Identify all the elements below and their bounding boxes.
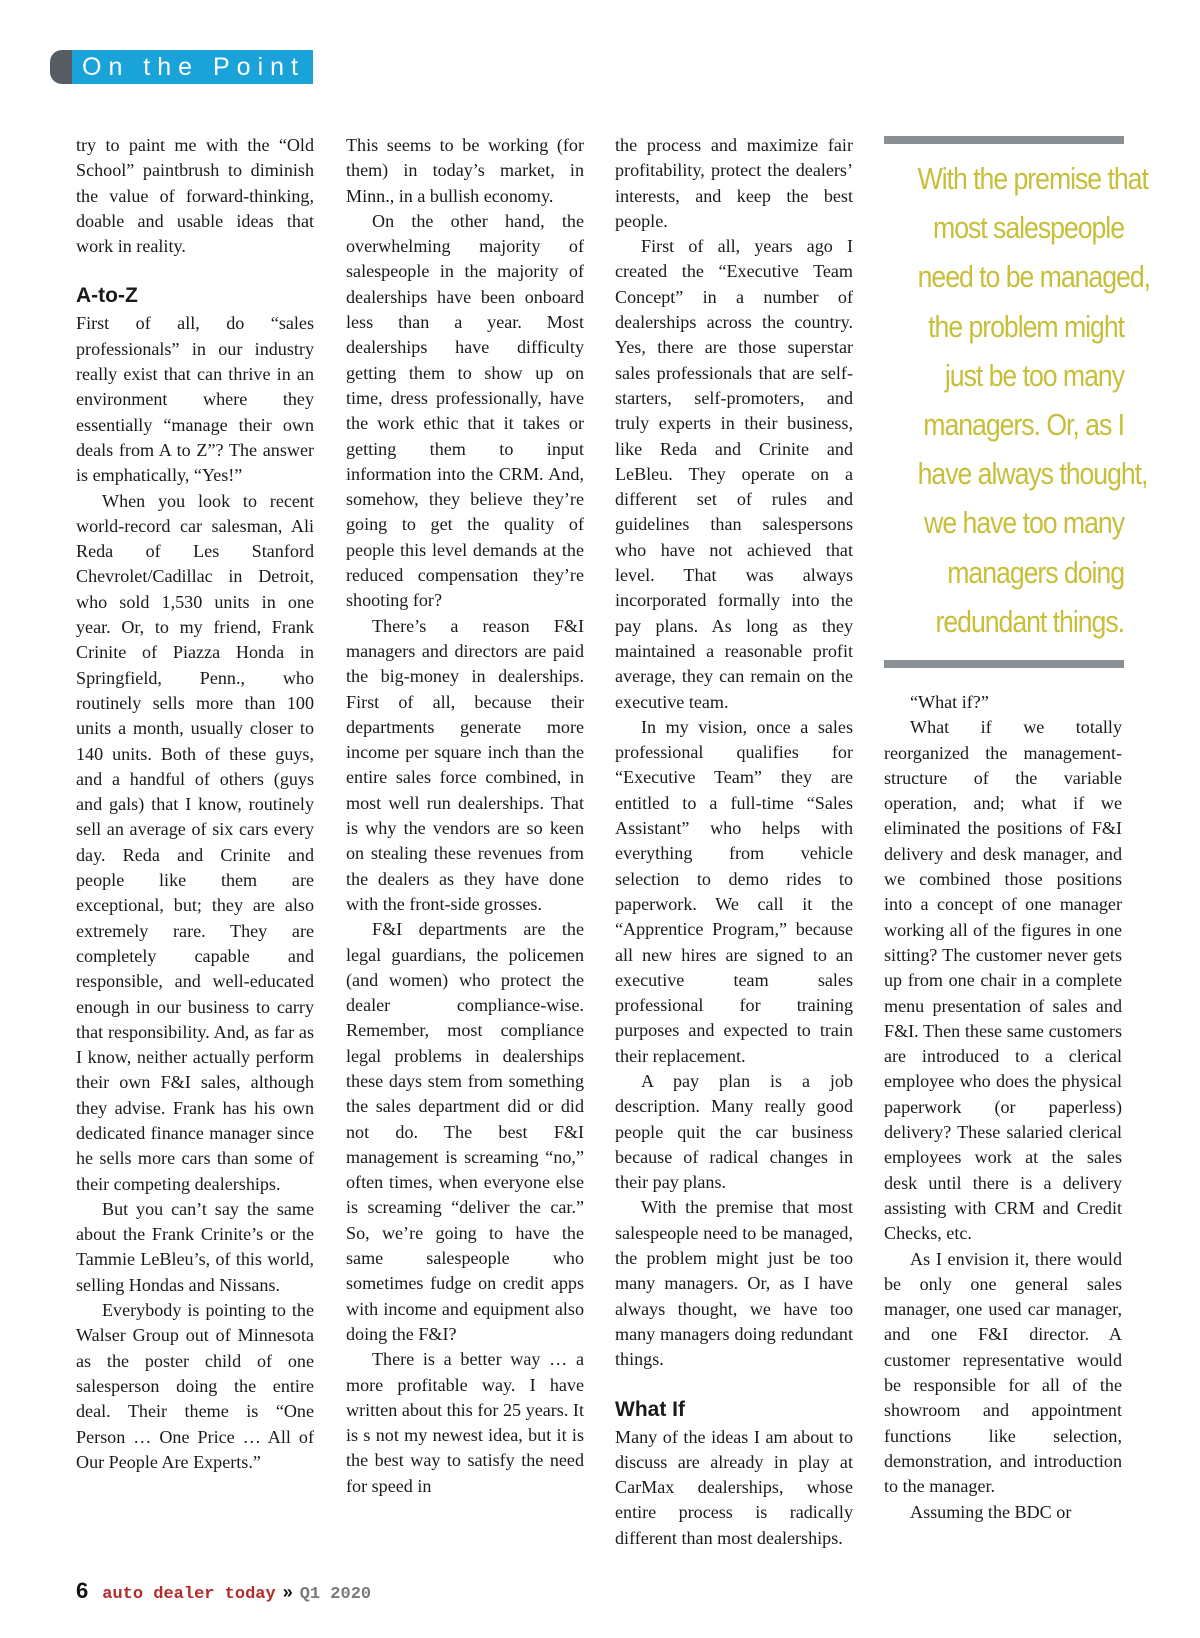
- page-footer: [76, 1578, 371, 1604]
- article-paragraph: What if we totally reorganized the management-structure of the variable operation, and; what if we eliminated the positions of F&I delivery and desk manager, and we combined those positions into a concept of one manager working all of the figures in one sitting? The customer never gets up from one chair in a complete menu presentation of sales and F&I. Then these same customers are introduced to a clerical employee who does the physical paperwork (or paperless) delivery? These salaried clerical employees work at the sales desk until there is a delivery assisting with CRM and Credit Checks, etc.: [884, 717, 1122, 1244]
- article-column-1: [76, 133, 314, 1475]
- article-paragraph: This seems to be working (for them) in today’s market, in Minn., in a bullish economy.: [346, 135, 584, 206]
- article-paragraph: F&I departments are the legal guardians, the policemen (and women) who protect the dealer compliance-wise. Remember, most compliance legal problems in dealerships these days stem from something the sales department did or did not do. The best F&I management is screaming “no,” often times, when everyone else is screaming “deliver the car.” So, we’re going to have the same salespeople who sometimes fudge on credit apps with income and equipment also doing the F&I?: [346, 919, 584, 1344]
- article-paragraph: As I envision it, there would be only one general sales manager, one used car manager, and one F&I director. A customer representative would be responsible for all of the showroom and appointment functions like selection, demonstration, and introduction to the manager.: [884, 1248, 1122, 1497]
- subheading-a-to-z: A-to-Z: [76, 284, 138, 308]
- article-paragraph: First of all, years ago I created the “Executive Team Concept” in a number of dealerships across the country. Yes, there are those superstar sales professionals that are self-starters, self-promoters, and truly experts in their business, like Reda and Crinite and LeBleu. They operate on a different set of rules and guidelines than salespersons who have not achieved that level. That was always incorporated formally into the pay plans. As long as they maintained a reasonable profit average, they can remain on the executive team.: [615, 236, 853, 712]
- article-column-2: [346, 133, 584, 1499]
- footer-separator: »: [282, 1582, 293, 1602]
- article-paragraph: There’s a reason F&I managers and directors are paid the big-money in dealerships. First of all, because their departments generate more income per square inch than the entire sales force combined, in most well run dealerships. That is why the vendors are so keen on stealing these revenues from the dealers as they have done with the front-side grosses.: [346, 615, 584, 914]
- article-paragraph: First of all, do “sales professionals” in our industry really exist that can thrive in an environment where they essentially “manage their own deals from A to Z”? The answer is emphatically, “Yes!”: [76, 313, 314, 486]
- article-column-4: [884, 690, 1122, 1525]
- pull-quote-line: have always thought,: [917, 456, 1148, 492]
- subheading-what-if: What If: [615, 1397, 685, 1421]
- article-paragraph: Everybody is pointing to the Walser Group out of Minnesota as the poster child of one salesperson doing the entire deal. Their theme is “One Person … One Price … All of Our People Are Experts.”: [76, 1300, 314, 1472]
- section-header: [50, 50, 313, 84]
- article-paragraph: With the premise that most salespeople need to be managed, the problem might just be too many managers. Or, as I have always thought, we have too many managers doing redundant things.: [615, 1197, 853, 1370]
- pull-quote-line: we have too many: [924, 505, 1124, 541]
- pull-quote-line: the problem might: [928, 308, 1124, 344]
- article-paragraph: try to paint me with the “Old School” paintbrush to diminish the value of forward-thinking, doable and usable ideas that work in reality.: [76, 135, 314, 257]
- article-paragraph: On the other hand, the overwhelming majority of salespeople in the majority of dealerships have been onboard less than a year. Most dealerships have difficulty getting them to show up on time, dress professionally, have the work ethic that it takes or getting them to input information into the CRM. And, somehow, they believe they’re going to get the quality of people this level demands at the reduced compensation they’re shooting for?: [346, 210, 584, 611]
- article-paragraph: In my vision, once a sales professional qualifies for “Executive Team” they are entitled to a full-time “Sales Assistant” who helps with everything from vehicle selection to demo rides to paperwork. We call it the “Apprentice Program,” because all new hires are signed to an executive team sales professional for training purposes and expected to train their replacement.: [615, 716, 853, 1066]
- page-number: 6: [76, 1578, 89, 1603]
- pull-quote-line: need to be managed,: [917, 259, 1150, 295]
- pull-quote-line: With the premise that: [917, 161, 1148, 196]
- article-paragraph: There is a better way … a more profitable way. I have written about this for 25 years. It is s not my newest idea, but it is the best way to satisfy the need for speed in: [346, 1349, 584, 1496]
- article-paragraph: When you look to recent world-record car salesman, Ali Reda of Les Stanford Chevrolet/Cadillac in Detroit, who sold 1,530 units in one year. Or, to my friend, Frank Crinite of Piazza Honda in Springfield, Penn., who routinely sells more than 100 units a month, usually closer to 140 units. Both of these guys, and a handful of others (guys and gals) that I know, routinely sell an average of six cars every day. Reda and Crinite and people like them are exceptional, but; they are also extremely rare. They are completely capable and responsible, and well-educated enough in our business to carry that responsibility. And, as far as I know, neither actually perform their own F&I sales, although they advise. Frank has his own dedicated finance manager since he sells more cars than some of their competing dealerships.: [76, 490, 314, 1194]
- article-paragraph: A pay plan is a job description. Many really good people quit the car business because of radical changes in their pay plans.: [615, 1070, 853, 1193]
- section-title: On the Point: [72, 50, 313, 84]
- article-column-3: [615, 133, 853, 1551]
- article-paragraph: But you can’t say the same about the Frank Crinite’s or the Tammie LeBleu’s, of this world, selling Hondas and Nissans.: [76, 1198, 314, 1295]
- magazine-name: auto dealer today: [102, 1585, 276, 1604]
- section-tab: [50, 50, 72, 84]
- article-paragraph: the process and maximize fair profitability, protect the dealers’ interests, and keep the best people.: [615, 135, 853, 231]
- article-paragraph: “What if?”: [910, 692, 989, 712]
- pull-quote-line: just be too many: [944, 357, 1124, 393]
- issue-label: Q1 2020: [299, 1585, 372, 1604]
- pull-quote-line: redundant things.: [935, 603, 1124, 639]
- pull-quote-line: managers doing: [947, 554, 1124, 590]
- pull-quote: [884, 136, 1150, 668]
- article-paragraph: Many of the ideas I am about to discuss are already in play at CarMax dealerships, whose entire process is radically different than most dealerships.: [615, 1426, 853, 1548]
- pull-quote-line: most salespeople: [933, 210, 1124, 246]
- article-paragraph: Assuming the BDC or: [910, 1501, 1072, 1522]
- pull-quote-line: managers. Or, as I: [923, 407, 1124, 443]
